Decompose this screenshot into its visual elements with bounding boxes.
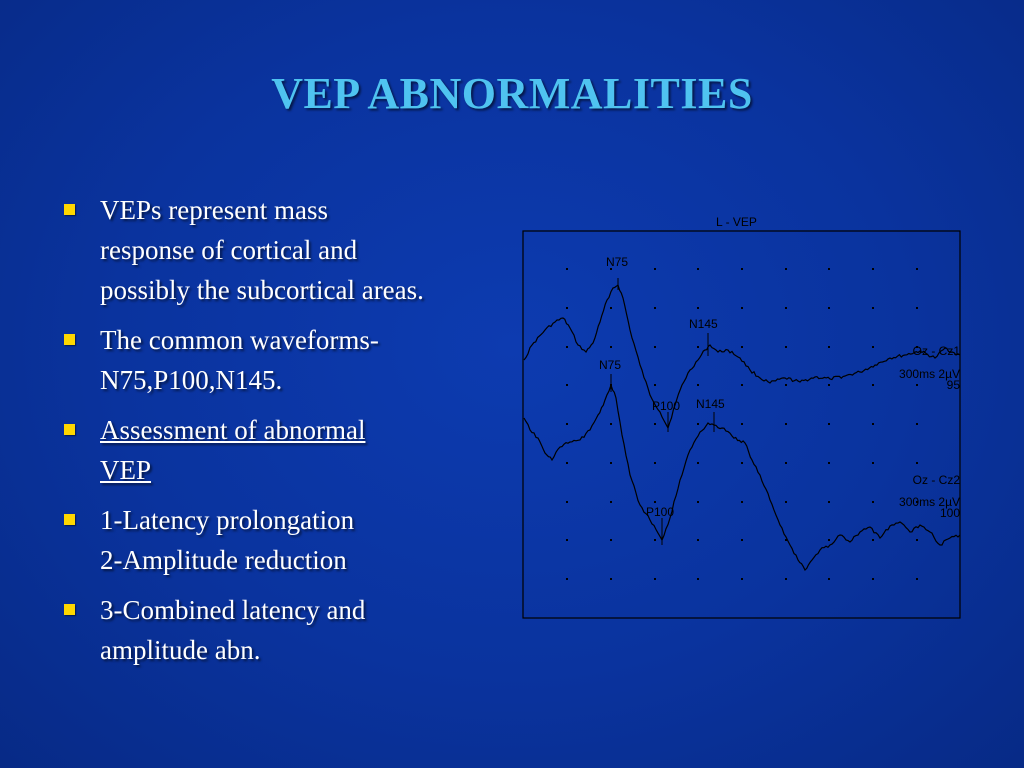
grid-dot	[566, 578, 568, 580]
grid-dot	[654, 346, 656, 348]
bullet-line: VEPs represent mass	[100, 195, 328, 225]
grid-dot	[916, 462, 918, 464]
grid-dot	[785, 578, 787, 580]
grid-dot	[872, 462, 874, 464]
grid-dot	[872, 384, 874, 386]
grid-dot	[785, 501, 787, 503]
slide-title: VEP ABNORMALITIES	[271, 69, 753, 118]
bullet-line: response of cortical and	[100, 235, 358, 265]
grid-dot	[872, 423, 874, 425]
peak-label-n75-2: N75	[599, 358, 622, 372]
peak-label-p100-2: P100	[646, 505, 675, 519]
grid-dot	[610, 462, 612, 464]
grid-dot	[828, 384, 830, 386]
peak-label-n75-1: N75	[606, 255, 629, 269]
grid-dot	[610, 539, 612, 541]
grid-dot	[697, 423, 699, 425]
grid-dot	[828, 307, 830, 309]
sweep-count-2: 100	[939, 506, 960, 520]
peak-label-p100-1: P100	[652, 399, 681, 413]
bullet-line: possibly the subcortical areas.	[100, 275, 424, 305]
peak-label-n145-2: N145	[696, 397, 725, 411]
figure-title: L - VEP	[716, 215, 757, 229]
grid-dot	[916, 423, 918, 425]
grid-dot	[916, 578, 918, 580]
grid-dot	[654, 268, 656, 270]
grid-dot	[785, 268, 787, 270]
grid-dot	[654, 501, 656, 503]
waveform-trace-1	[524, 285, 960, 428]
grid-dot	[828, 423, 830, 425]
grid-dot	[654, 578, 656, 580]
grid-dot	[697, 539, 699, 541]
grid-dot	[610, 346, 612, 348]
grid-dot	[741, 578, 743, 580]
grid-dot	[785, 423, 787, 425]
grid-dot	[872, 268, 874, 270]
grid-dot	[654, 539, 656, 541]
grid-dot	[566, 268, 568, 270]
grid-dot	[872, 578, 874, 580]
bullet-line: amplitude abn.	[100, 635, 261, 665]
grid-dot	[610, 578, 612, 580]
grid-dot	[872, 501, 874, 503]
grid-dot	[916, 268, 918, 270]
grid-dot	[785, 384, 787, 386]
scale-label-2: 300ms 2µV	[899, 495, 960, 509]
grid-dot	[872, 539, 874, 541]
grid-dot	[916, 384, 918, 386]
grid-dot	[610, 423, 612, 425]
bullet-line: The common waveforms-	[100, 325, 379, 355]
grid-dot	[654, 307, 656, 309]
grid-dot	[828, 462, 830, 464]
grid-dot	[741, 307, 743, 309]
grid-dot	[697, 346, 699, 348]
grid-dot	[828, 578, 830, 580]
grid-dot	[654, 423, 656, 425]
grid-dot	[654, 384, 656, 386]
grid-dot	[741, 423, 743, 425]
grid-dot	[566, 307, 568, 309]
grid-dot	[697, 501, 699, 503]
grid-dot	[785, 462, 787, 464]
grid-dot	[828, 346, 830, 348]
grid-dot	[566, 346, 568, 348]
bullet-line: 3-Combined latency and	[100, 595, 366, 625]
grid-dot	[741, 501, 743, 503]
grid-dot	[610, 307, 612, 309]
grid-dot	[654, 462, 656, 464]
grid-dot	[916, 539, 918, 541]
scale-label-1: 300ms 2µV	[899, 367, 960, 381]
grid-dot	[566, 423, 568, 425]
channel-label-2: Oz - Cz2	[912, 473, 960, 487]
sweep-count-1: 95	[946, 378, 960, 392]
grid-dot	[741, 539, 743, 541]
grid-dot	[872, 307, 874, 309]
grid-dot	[872, 346, 874, 348]
grid-dot	[785, 307, 787, 309]
grid-dot	[828, 501, 830, 503]
grid-dot	[741, 384, 743, 386]
bullet-line: 2-Amplitude reduction	[100, 545, 347, 575]
grid-dot	[610, 501, 612, 503]
grid-dot	[741, 462, 743, 464]
grid-dot	[828, 539, 830, 541]
grid-dot	[697, 268, 699, 270]
grid-dot	[828, 268, 830, 270]
peak-label-n145-1: N145	[689, 317, 718, 331]
grid-dot	[697, 578, 699, 580]
grid-dot	[697, 462, 699, 464]
grid-dot	[566, 384, 568, 386]
grid-dot	[741, 268, 743, 270]
channel-label-1: Oz - Cz1	[912, 344, 960, 358]
grid-dot	[566, 539, 568, 541]
grid-dot	[741, 346, 743, 348]
bullet-line: Assessment of abnormal	[100, 415, 366, 445]
grid-dot	[566, 462, 568, 464]
grid-dots	[566, 268, 918, 580]
grid-dot	[785, 346, 787, 348]
grid-dot	[697, 384, 699, 386]
grid-dot	[566, 501, 568, 503]
grid-dot	[916, 307, 918, 309]
bullet-line: 1-Latency prolongation	[100, 505, 355, 535]
grid-dot	[697, 307, 699, 309]
bullet-line: N75,P100,N145.	[100, 365, 283, 395]
waveform-trace-2	[524, 385, 960, 570]
bullet-line: VEP	[100, 455, 152, 485]
